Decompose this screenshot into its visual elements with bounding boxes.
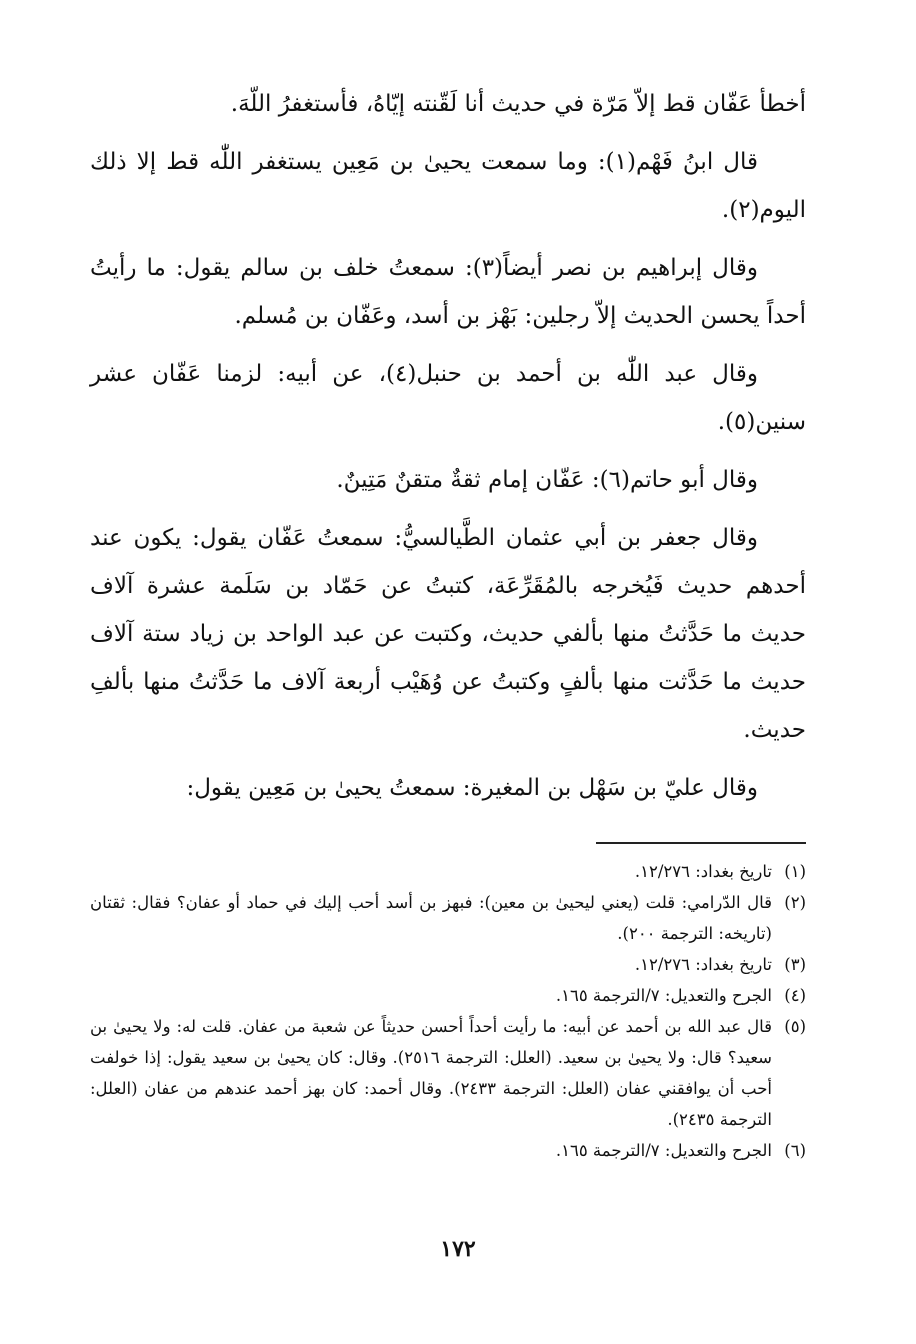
footnote-text: الجرح والتعديل: ٧/الترجمة ١٦٥. — [555, 986, 772, 1005]
footnote-number: (٤) — [784, 986, 806, 1005]
paragraph: وقال عبد اللّٰه بن أحمد بن حنبل(٤)، عن أبيه: لزمنا عَفّان عشر سنين(٥). — [90, 361, 806, 435]
footnote-separator — [596, 842, 806, 844]
paragraph: أخطأ عَفّان قط إلاّ مَرّة في حديث أنا لَقّنته إيّاهُ، فأستغفرُ اللّهَ. — [230, 91, 806, 117]
footnote-text: تاريخ بغداد: ١٢/٢٧٦. — [634, 955, 772, 974]
footnote — [90, 1011, 806, 1135]
footnote-text: الجرح والتعديل: ٧/الترجمة ١٦٥. — [555, 1141, 772, 1160]
footnote — [90, 949, 806, 980]
page-number: ١٧٢ — [440, 1236, 476, 1262]
main-text — [90, 80, 806, 822]
footnote-number: (٦) — [784, 1141, 806, 1160]
footnote-number: (٥) — [784, 1017, 806, 1036]
paragraph: وقال أبو حاتم(٦): عَفّان إمام ثقةٌ متقنٌ مَتِينٌ. — [336, 467, 758, 493]
footnote — [90, 980, 806, 1011]
footnote — [90, 856, 806, 887]
paragraph: وقال عليّ بن سَهْل بن المغيرة: سمعتُ يحيىٰ بن مَعِين يقول: — [186, 775, 758, 801]
paragraph: قال ابنُ فَهْم(١): وما سمعت يحيىٰ بن مَعِين يستغفر اللّٰه قط إلا ذلك اليوم(٢). — [90, 149, 806, 223]
footnote-number: (٣) — [784, 955, 806, 974]
paragraph: وقال إبراهيم بن نصر أيضاً(٣): سمعتُ خلف بن سالم يقول: ما رأيتُ أحداً يحسن الحديث إلاّ رجلين: بَهْز بن أسد، وعَفّان بن مُسلم. — [90, 255, 806, 329]
footnotes — [90, 856, 806, 1166]
footnote-text: قال عبد الله بن أحمد عن أبيه: ما رأيت أحداً أحسن حديثاً عن شعبة من عفان. قلت له: ولا يحيىٰ بن سعيد؟ قال: ولا يحيىٰ بن سعيد. (العلل: الترجمة ٢٥١٦). وقال: كان يحيىٰ بن سعيد يقول: إذا خولفت أحب أن يوافقني عفان (العلل: الترجمة ٢٤٣٣). وقال أحمد: كان بهز أحمد عندهم من عفان (العلل: الترجمة ٢٤٣٥). — [90, 1017, 773, 1129]
footnote-number: (٢) — [784, 893, 806, 912]
footnote-text: تاريخ بغداد: ١٢/٢٧٦. — [634, 862, 772, 881]
footnote-text: قال الدّرامي: قلت (يعني ليحيىٰ بن معين): فبهز بن أسد أحب إليك في حماد أو عفان؟ فقال: ثقتان (تاريخه: الترجمة ٢٠٠). — [90, 893, 772, 943]
paragraph: وقال جعفر بن أبي عثمان الطَّيالسيُّ: سمعتُ عَفّان يقول: يكون عند أحدهم حديث فَيُخرجه بالمُقَرِّعَة، كتبتُ عن حَمّاد بن سَلَمة عشرة آلاف حديث ما حَدَّثتُ منها بألفي حديث، وكتبت عن عبد الواحد بن زياد ستة آلاف حديث ما حَدَّثت منها بألفٍ وكتبتُ عن وُهَيْب أربعة آلاف ما حَدَّثتُ منها بألفِ حديث. — [90, 525, 806, 743]
footnote-number: (١) — [784, 862, 806, 881]
footnote — [90, 1135, 806, 1166]
footnote — [90, 887, 806, 949]
